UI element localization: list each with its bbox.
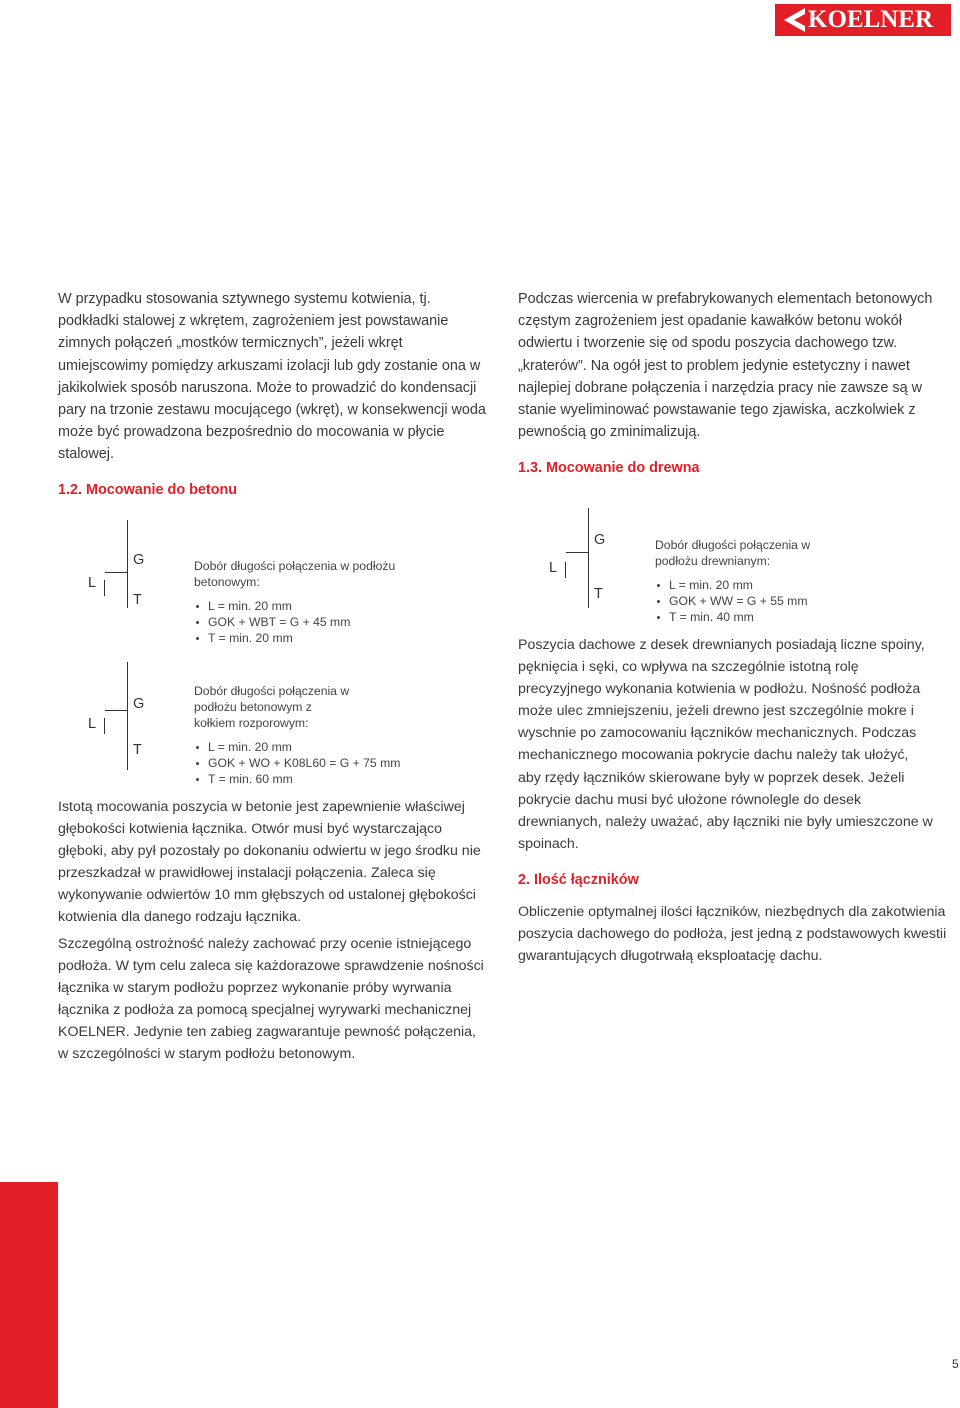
spec-item: GOK + WO + K08L60 = G + 75 mm: [194, 755, 434, 771]
spec-item: L = min. 20 mm: [194, 598, 424, 614]
spec-item: T = min. 60 mm: [194, 771, 434, 787]
spec-item: GOK + WBT = G + 45 mm: [194, 614, 424, 630]
fastener-axis: [127, 520, 128, 608]
diagram-label-g: G: [594, 532, 606, 548]
section-heading-concrete: 1.2. Mocowanie do betonu: [58, 482, 238, 498]
logo-chevron-icon: [781, 7, 807, 33]
brand-logo: [775, 4, 951, 36]
concrete-paragraph-1: Istotą mocowania poszycia w betonie jest zapewnienie właściwej głębokości kotwienia łącznika. Otwór musi być wystarczająco głęboki, aby pył pozostały po dokonaniu odwiertu w jego środku nie przeszkadzał w prawidłowej instalacji połączenia. Zaleca się wykonywanie odwiertów 10 mm głębszych od ustalonej głębokości kotwienia dla danego rodzaju łącznika.: [58, 799, 481, 926]
spec-item: T = min. 20 mm: [194, 630, 424, 646]
fastener-axis: [588, 508, 589, 608]
decorative-red-bar: [0, 1182, 58, 1408]
right-intro-paragraph: Podczas wiercenia w prefabrykowanych elementach betonowych częstym zagrożeniem jest opadanie kawałków betonu wokół odwiertu i tworzenie się od spodu poszycia dachowego tzw. „kraterów”. Na ogół jest to problem jedynie estetyczny i nawet najlepiej dobrane połączenia i narzędzia pracy nie zawsze są w stanie wyeliminować powstawanie tego zjawiska, aczkolwiek z pewnością go zminimalizują.: [518, 291, 933, 441]
spec-item: L = min. 20 mm: [655, 577, 855, 593]
left-intro-paragraph: W przypadku stosowania sztywnego systemu kotwienia, tj. podkładki stalowej z wkrętem, zagrożeniem jest powstawanie zimnych połączeń „mostków termicznych”, jeżeli wkręt umiejscowimy pomiędzy arkuszami izolacji lub gdy zostanie ona w jakikolwiek sposób naruszona. Może to prowadzić do kondensacji pary na trzonie zestawu mocującego (wkręt), w konsekwencji woda może być prowadzona bezpośrednio do mocowania w płycie stalowej.: [58, 291, 486, 463]
spec-concrete: [194, 558, 424, 646]
fastener-diagram-wood: [545, 508, 625, 608]
l-top-line: [566, 552, 588, 553]
spec-wood: [655, 537, 855, 625]
spec-anchor: [194, 683, 434, 787]
wood-paragraph: Poszycia dachowe z desek drewnianych posiadają liczne spoiny, pęknięcia i sęki, co wpływa na szczególnie istotną rolę precyzyjnego wykonania kotwienia w podłożu. Nośność podłoża może ulec zmniejszeniu, jeżeli drewno jest szczególnie mokre i wyschnie po zamocowaniu łączników mechanicznych. Podczas mechanicznego mocowania pokrycie dachu należy tak ułożyć, aby rzędy łączników skierowane były w poprzek desek. Jeżeli pokrycie dachu musi być ułożone równolegle do desek drewnianych, należy uważać, aby łączniki nie były umieszczone w spoinach.: [518, 637, 933, 852]
diagram-label-t: T: [594, 586, 603, 602]
l-arrow: [565, 562, 566, 578]
diagram-label-t: T: [133, 592, 142, 608]
diagram-label-g: G: [133, 696, 145, 712]
fastener-diagram-anchor: [84, 662, 164, 772]
diagram-label-g: G: [133, 552, 145, 568]
section-heading-wood: 1.3. Mocowanie do drewna: [518, 460, 700, 476]
spec-item: T = min. 40 mm: [655, 609, 855, 625]
brand-name: KOELNER: [808, 6, 934, 33]
fastener-axis: [127, 662, 128, 770]
spec-item: L = min. 20 mm: [194, 739, 434, 755]
diagram-label-t: T: [133, 742, 142, 758]
diagram-label-l: L: [88, 716, 97, 732]
l-top-line: [105, 710, 127, 711]
fastener-count-paragraph: Obliczenie optymalnej ilości łączników, niezbędnych dla zakotwienia poszycia dachowego do podłoża, jest jedną z podstawowych kwestii gwarantujących długotrwałą eksploatację dachu.: [518, 904, 947, 965]
l-arrow: [104, 580, 105, 596]
fastener-diagram-concrete: [84, 520, 164, 610]
diagram-label-l: L: [88, 575, 97, 591]
l-arrow: [104, 718, 105, 734]
spec-title: Dobór długości połączenia w podłożu drewnianym:: [655, 538, 811, 568]
l-top-line: [105, 572, 127, 573]
section-heading-fastener-count: 2. Ilość łączników: [518, 872, 639, 888]
diagram-label-l: L: [549, 560, 558, 576]
spec-item: GOK + WW = G + 55 mm: [655, 593, 855, 609]
spec-title: Dobór długości połączenia w podłożu betonowym:: [194, 559, 396, 589]
spec-title: Dobór długości połączenia w podłożu betonowym z kołkiem rozporowym:: [194, 684, 350, 730]
page-number: 5: [952, 1357, 959, 1371]
concrete-paragraph-2: Szczególną ostrożność należy zachować przy ocenie istniejącego podłoża. W tym celu zaleca się każdorazowe sprawdzenie nośności łącznika w starym podłożu poprzez wykonanie próby wyrwania łącznika z podłoża za pomocą specjalnej wyrywarki mechanicznej KOELNER. Jedynie ten zabieg zagwarantuje pewność połączenia, w szczególności w starym podłożu betonowym.: [58, 936, 484, 1063]
